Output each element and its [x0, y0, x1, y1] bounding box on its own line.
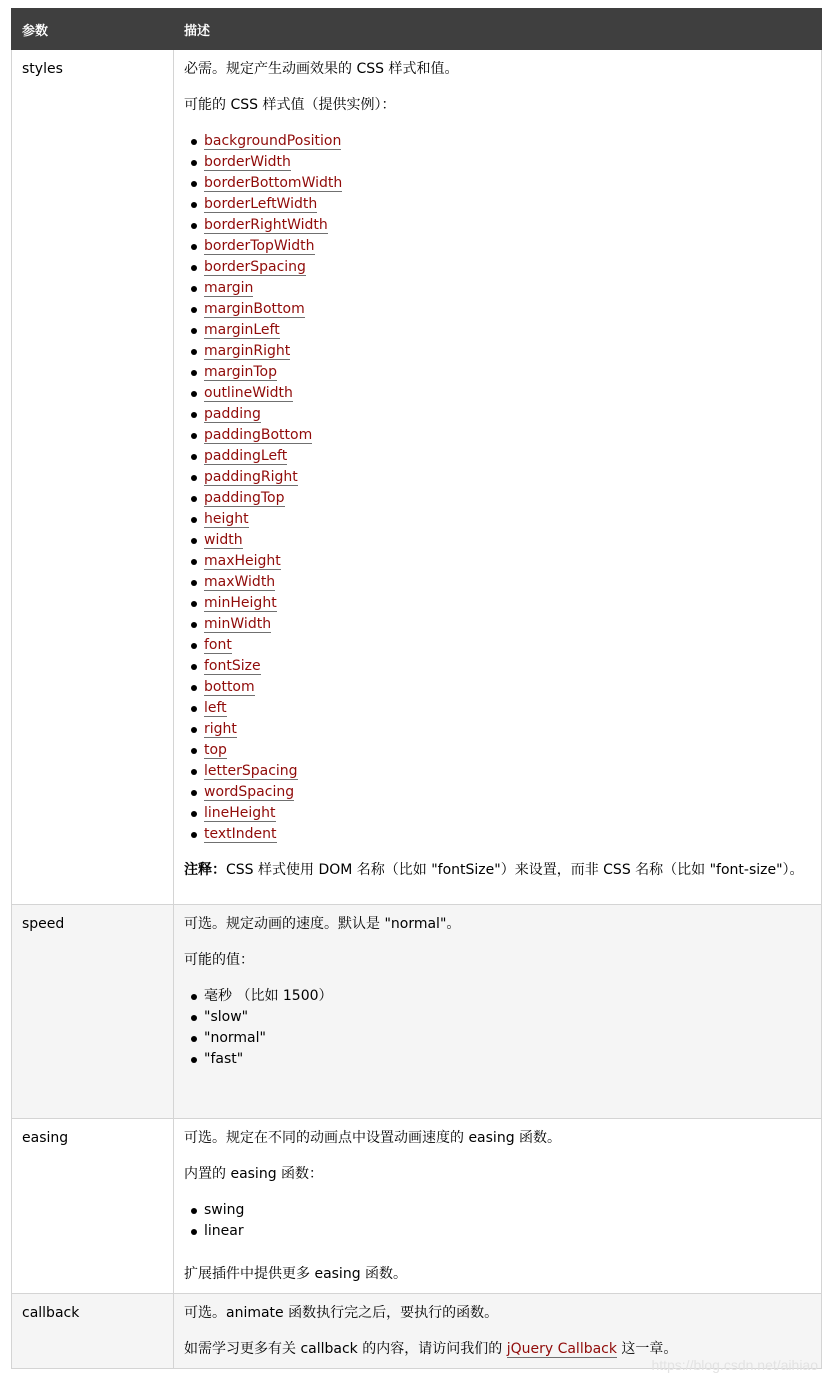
css-property-link[interactable]: wordSpacing — [204, 784, 295, 800]
param-name-styles: styles — [12, 50, 174, 905]
note-text: CSS 样式使用 DOM 名称（比如 "fontSize"）来设置，而非 CSS 名称（比如 "font-size"）。 — [226, 862, 804, 878]
list-item — [204, 986, 811, 1007]
list-item-text: swing — [204, 1202, 245, 1218]
css-property-link[interactable]: paddingLeft — [204, 448, 288, 464]
css-property-link[interactable]: borderBottomWidth — [204, 175, 343, 191]
param-name-callback: callback — [12, 1294, 174, 1369]
css-property-link[interactable]: marginBottom — [204, 301, 305, 317]
list-item — [204, 488, 811, 509]
list-item-text: "slow" — [204, 1009, 249, 1025]
header-desc: 描述 — [174, 9, 822, 50]
row-speed — [12, 905, 822, 1119]
list-item — [204, 257, 811, 278]
easing-value-list — [184, 1200, 811, 1242]
styles-value-list — [184, 131, 811, 845]
styles-line2: 可能的 CSS 样式值（提供实例）： — [184, 97, 396, 113]
note-label: 注释： — [184, 862, 226, 878]
list-item — [204, 1221, 811, 1242]
speed-line2: 可能的值： — [184, 952, 254, 968]
list-item — [204, 194, 811, 215]
list-item — [204, 173, 811, 194]
list-item-text: 毫秒 （比如 1500） — [204, 988, 333, 1004]
css-property-link[interactable]: padding — [204, 406, 261, 422]
list-item — [204, 593, 811, 614]
list-item — [204, 530, 811, 551]
callback-line2-post: 这一章。 — [616, 1341, 678, 1357]
list-item — [204, 719, 811, 740]
speed-line1: 可选。规定动画的速度。默认是 "normal"。 — [184, 916, 461, 932]
list-item — [204, 635, 811, 656]
list-item — [204, 656, 811, 677]
list-item — [204, 698, 811, 719]
css-property-link[interactable]: minWidth — [204, 616, 272, 632]
easing-line3: 扩展插件中提供更多 easing 函数。 — [184, 1266, 408, 1282]
css-property-link[interactable]: paddingTop — [204, 490, 285, 506]
list-item — [204, 383, 811, 404]
css-property-link[interactable]: fontSize — [204, 658, 261, 674]
list-item — [204, 782, 811, 803]
list-item — [204, 362, 811, 383]
list-item — [204, 824, 811, 845]
desc-styles — [174, 50, 822, 905]
list-item — [204, 215, 811, 236]
css-property-link[interactable]: backgroundPosition — [204, 133, 342, 149]
css-property-link[interactable]: borderWidth — [204, 154, 291, 170]
list-item — [204, 509, 811, 530]
list-item — [204, 761, 811, 782]
param-name-easing: easing — [12, 1119, 174, 1294]
desc-speed — [174, 905, 822, 1119]
list-item — [204, 320, 811, 341]
list-item — [204, 131, 811, 152]
header-param: 参数 — [12, 9, 174, 50]
callback-line1: 可选。animate 函数执行完之后，要执行的函数。 — [184, 1305, 499, 1321]
css-property-link[interactable]: lineHeight — [204, 805, 276, 821]
callback-line2-pre: 如需学习更多有关 callback 的内容，请访问我们的 — [184, 1341, 507, 1357]
watermark: https://blog.csdn.net/aihiao — [651, 1357, 818, 1373]
css-property-link[interactable]: marginLeft — [204, 322, 280, 338]
list-item — [204, 1007, 811, 1028]
css-property-link[interactable]: textIndent — [204, 826, 277, 842]
css-property-link[interactable]: width — [204, 532, 243, 548]
css-property-link[interactable]: marginTop — [204, 364, 278, 380]
parameter-table — [11, 8, 822, 1369]
css-property-link[interactable]: paddingBottom — [204, 427, 313, 443]
list-item — [204, 446, 811, 467]
list-item — [204, 572, 811, 593]
css-property-link[interactable]: borderTopWidth — [204, 238, 315, 254]
list-item — [204, 740, 811, 761]
row-styles — [12, 50, 822, 905]
css-property-link[interactable]: outlineWidth — [204, 385, 293, 401]
list-item — [204, 803, 811, 824]
styles-line1: 必需。规定产生动画效果的 CSS 样式和值。 — [184, 61, 459, 77]
styles-note — [184, 860, 811, 881]
jquery-callback-link[interactable]: jQuery Callback — [506, 1341, 617, 1357]
css-property-link[interactable]: left — [204, 700, 227, 716]
list-item — [204, 236, 811, 257]
easing-line2: 内置的 easing 函数： — [184, 1166, 324, 1182]
list-item — [204, 278, 811, 299]
list-item-text: "fast" — [204, 1051, 244, 1067]
list-item — [204, 677, 811, 698]
list-item — [204, 1049, 811, 1070]
list-item — [204, 299, 811, 320]
list-item — [204, 341, 811, 362]
css-property-link[interactable]: marginRight — [204, 343, 291, 359]
css-property-link[interactable]: borderSpacing — [204, 259, 306, 275]
css-property-link[interactable]: paddingRight — [204, 469, 298, 485]
list-item — [204, 551, 811, 572]
list-item — [204, 404, 811, 425]
css-property-link[interactable]: borderLeftWidth — [204, 196, 318, 212]
css-property-link[interactable]: font — [204, 637, 232, 653]
list-item — [204, 425, 811, 446]
speed-value-list — [184, 986, 811, 1070]
css-property-link[interactable]: maxWidth — [204, 574, 276, 590]
css-property-link[interactable]: height — [204, 511, 249, 527]
list-item — [204, 467, 811, 488]
list-item-text: linear — [204, 1223, 244, 1239]
css-property-link[interactable]: right — [204, 721, 237, 737]
css-property-link[interactable]: maxHeight — [204, 553, 281, 569]
css-property-link[interactable]: minHeight — [204, 595, 277, 611]
table-header-row — [12, 9, 822, 50]
desc-easing — [174, 1119, 822, 1294]
row-easing — [12, 1119, 822, 1294]
param-name-speed: speed — [12, 905, 174, 1119]
list-item — [204, 614, 811, 635]
css-property-link[interactable]: bottom — [204, 679, 255, 695]
list-item — [204, 1028, 811, 1049]
css-property-link[interactable]: borderRightWidth — [204, 217, 328, 233]
list-item-text: "normal" — [204, 1030, 266, 1046]
css-property-link[interactable]: top — [204, 742, 227, 758]
css-property-link[interactable]: margin — [204, 280, 254, 296]
list-item — [204, 1200, 811, 1221]
list-item — [204, 152, 811, 173]
easing-line1: 可选。规定在不同的动画点中设置动画速度的 easing 函数。 — [184, 1130, 562, 1146]
css-property-link[interactable]: letterSpacing — [204, 763, 298, 779]
